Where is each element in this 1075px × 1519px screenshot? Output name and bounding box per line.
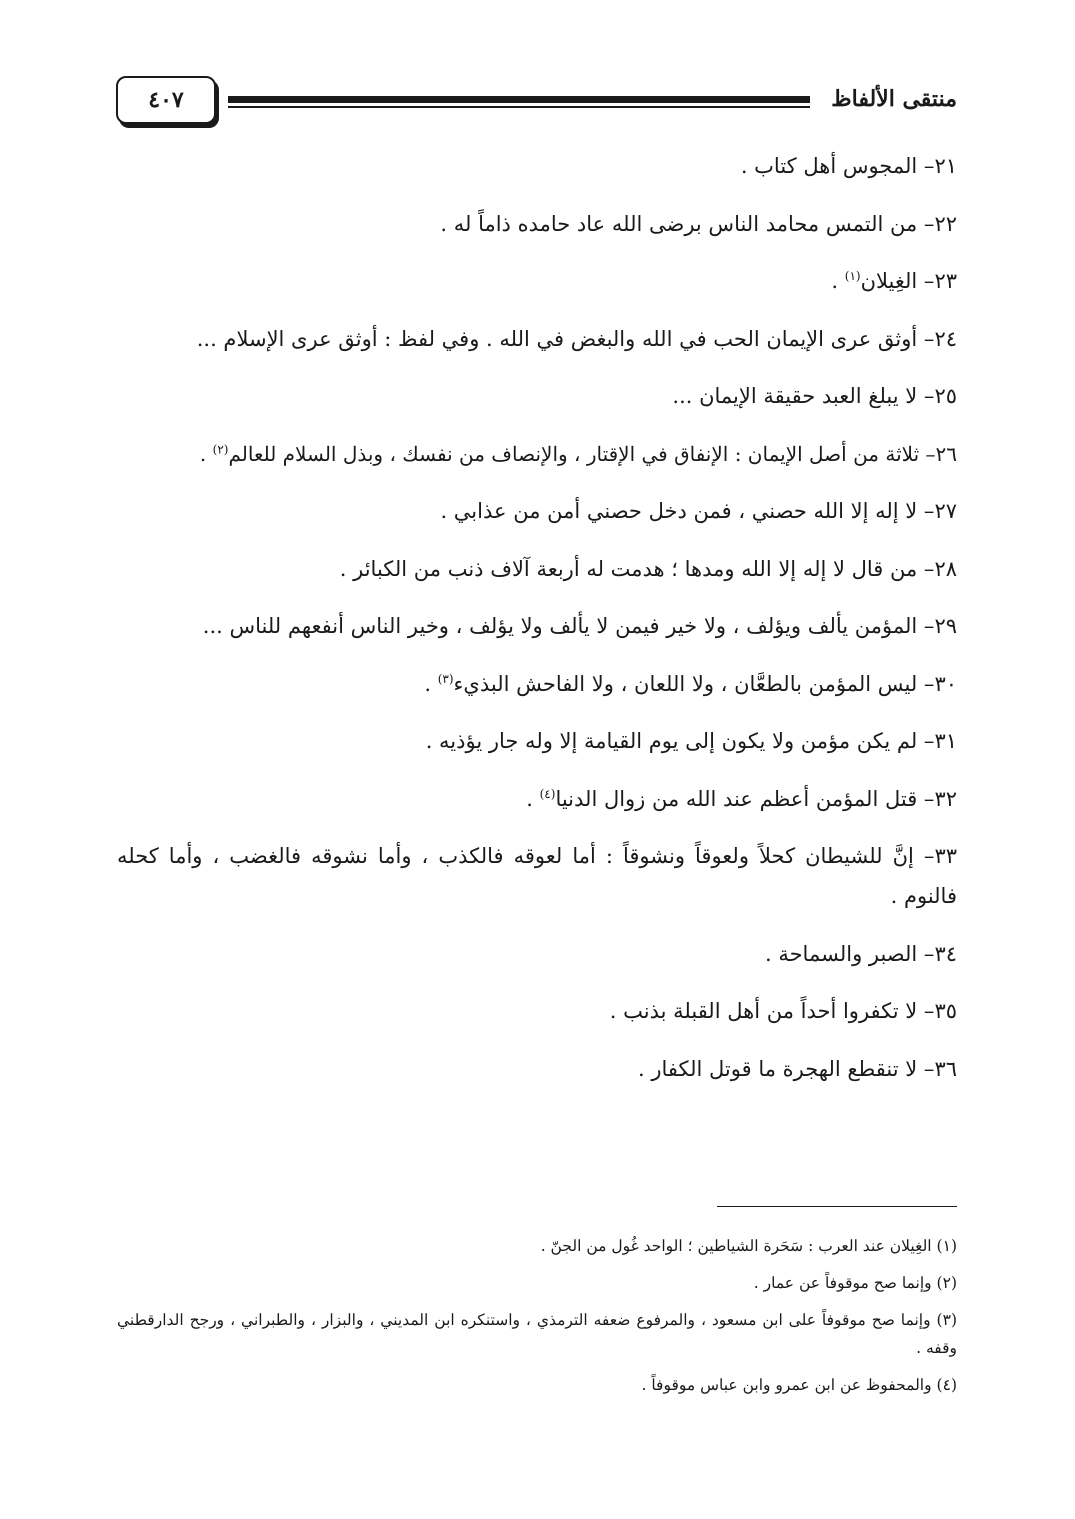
item-number: ٣٦ bbox=[934, 1056, 957, 1081]
list-item: ٢٧– لا إله إلا الله حصني ، فمن دخل حصني أمن من عذابي . bbox=[440, 499, 957, 523]
item-text: من التمس محامد الناس برضى الله عاد حامده ذاماً له . bbox=[440, 211, 918, 236]
sayings-list bbox=[117, 146, 957, 1106]
book-title: منتقى الألفاظ bbox=[831, 86, 957, 112]
item-number: ٣٤ bbox=[934, 941, 957, 966]
item-number: ٣٠ bbox=[934, 671, 957, 696]
header-rule-thick bbox=[228, 96, 810, 103]
item-number: ٢٤ bbox=[934, 326, 957, 351]
item-text: أوثق عرى الإيمان الحب في الله والبغض في الله . وفي لفظ : أوثق عرى الإسلام ... bbox=[196, 326, 918, 351]
footnote-ref: (٣) bbox=[437, 671, 454, 686]
list-item: ٣٢– قتل المؤمن أعظم عند الله من زوال الدنيا$^{(٤)}$ . bbox=[526, 786, 957, 811]
footnotes bbox=[117, 1232, 957, 1408]
item-text: لا تكفروا أحداً من أهل القبلة بذنب . bbox=[609, 999, 918, 1023]
list-item: ٢٩– المؤمن يألف ويؤلف ، ولا خير فيمن لا يألف ولا يؤلف ، وخير الناس أنفعهم للناس ... bbox=[202, 614, 957, 638]
item-number: ٣٢ bbox=[934, 786, 957, 811]
list-item: ٢٢– من التمس محامد الناس برضى الله عاد حامده ذاماً له . bbox=[440, 211, 957, 236]
item-punct: . bbox=[526, 786, 540, 811]
list-item: ٢١– المجوس أهل كتاب . bbox=[740, 154, 957, 178]
item-text: المجوس أهل كتاب . bbox=[740, 154, 918, 178]
footnote-text: والمحفوظ عن ابن عمرو وابن عباس موقوفاً . bbox=[641, 1376, 932, 1394]
list-item: ٢٨– من قال لا إله إلا الله ومدها ؛ هدمت له أربعة آلاف ذنب من الكبائر . bbox=[339, 556, 957, 581]
item-text: إنَّ للشيطان كحلاً ولعوقاً ونشوقاً : أما لعوقه فالكذب ، وأما نشوقه فالغضب ، وأما كحله فالنوم . bbox=[117, 844, 957, 908]
item-punct: . bbox=[831, 269, 845, 293]
item-text: لا إله إلا الله حصني ، فمن دخل حصني أمن من عذابي . bbox=[440, 499, 918, 523]
header-rule-thin bbox=[228, 106, 810, 108]
item-number: ٢٩ bbox=[934, 614, 957, 638]
item-text: لم يكن مؤمن ولا يكون إلى يوم القيامة إلا وله جار يؤذيه . bbox=[425, 729, 918, 753]
footnote-ref: (٢) bbox=[212, 441, 229, 456]
list-item: ٢٤– أوثق عرى الإيمان الحب في الله والبغض في الله . وفي لفظ : أوثق عرى الإسلام ... bbox=[196, 326, 957, 351]
item-number: ٢٧ bbox=[934, 499, 957, 523]
footnote-item bbox=[117, 1306, 957, 1362]
item-text: قتل المؤمن أعظم عند الله من زوال الدنيا bbox=[555, 786, 918, 811]
item-text: الصبر والسماحة . bbox=[764, 941, 918, 966]
item-punct: . bbox=[424, 671, 438, 696]
item-text: لا تنقطع الهجرة ما قوتل الكفار . bbox=[638, 1056, 918, 1081]
footnote-ref: (١) bbox=[844, 269, 861, 283]
footnote-number: (٢) bbox=[936, 1274, 957, 1292]
footnote-separator bbox=[717, 1206, 957, 1207]
item-number: ٢٦ bbox=[935, 441, 957, 466]
item-text: المؤمن يألف ويؤلف ، ولا خير فيمن لا يألف ولا يؤلف ، وخير الناس أنفعهم للناس ... bbox=[202, 614, 918, 638]
item-text: الغِيلان bbox=[860, 269, 918, 293]
item-number: ٢٨ bbox=[934, 556, 957, 581]
item-number: ٢٣ bbox=[934, 269, 957, 293]
list-item: ٣٥– لا تكفروا أحداً من أهل القبلة بذنب . bbox=[609, 999, 957, 1023]
list-item: ٢٥– لا يبلغ العبد حقيقة الإيمان ... bbox=[672, 384, 957, 408]
item-text: من قال لا إله إلا الله ومدها ؛ هدمت له أربعة آلاف ذنب من الكبائر . bbox=[339, 556, 918, 581]
item-text: لا يبلغ العبد حقيقة الإيمان ... bbox=[672, 384, 918, 408]
item-text: ثلاثة من أصل الإيمان : الإنفاق في الإقتار ، والإنصاف من نفسك ، وبذل السلام للعالم bbox=[228, 441, 920, 466]
list-item: ٢٦– ثلاثة من أصل الإيمان : الإنفاق في الإقتار ، والإنصاف من نفسك ، وبذل السلام للعالم$^{(٢)}$ . bbox=[199, 441, 957, 466]
footnote-text: وإنما صح موقوفاً على ابن مسعود ، والمرفوع ضعفه الترمذي ، واستنكره ابن المديني ، والبزار ، والطبراني ، ورجح الدارقطني وقفه . bbox=[117, 1311, 957, 1357]
footnote-item bbox=[117, 1232, 957, 1260]
footnote-ref: (٤) bbox=[539, 786, 556, 801]
list-item: ٣٦– لا تنقطع الهجرة ما قوتل الكفار . bbox=[638, 1056, 957, 1081]
footnote-text: الغِيلان عند العرب : سَحَرة الشياطين ؛ الواحد غُول من الجنّ . bbox=[540, 1237, 932, 1255]
list-item: ٣٠– ليس المؤمن بالطعَّان ، ولا اللعان ، ولا الفاحش البذيء$^{(٣)}$ . bbox=[424, 671, 957, 696]
list-item: ٣٤– الصبر والسماحة . bbox=[764, 941, 957, 966]
item-number: ٢٢ bbox=[934, 211, 957, 236]
list-item: ٣١– لم يكن مؤمن ولا يكون إلى يوم القيامة إلا وله جار يؤذيه . bbox=[425, 729, 957, 753]
header-rule bbox=[228, 96, 810, 110]
item-text: ليس المؤمن بالطعَّان ، ولا اللعان ، ولا الفاحش البذيء bbox=[453, 671, 918, 696]
footnote-item bbox=[117, 1269, 957, 1297]
item-number: ٢٥ bbox=[934, 384, 957, 408]
item-number: ٢١ bbox=[934, 154, 957, 178]
footnote-text: وإنما صح موقوفاً عن عمار . bbox=[753, 1274, 932, 1292]
list-item: ٣٣– إنَّ للشيطان كحلاً ولعوقاً ونشوقاً : أما لعوقه فالكذب ، وأما نشوقه فالغضب ، وأما كحله فالنوم . bbox=[117, 844, 957, 908]
page-number-box bbox=[116, 76, 216, 124]
footnote-number: (٤) bbox=[936, 1376, 957, 1394]
list-item: ٢٣– الغِيلان$^{(١)}$ . bbox=[831, 269, 957, 293]
item-number: ٣٣ bbox=[934, 844, 957, 868]
footnote-item bbox=[117, 1371, 957, 1399]
item-number: ٣٥ bbox=[934, 999, 957, 1023]
page-number: ٤٠٧ bbox=[148, 87, 184, 113]
footnote-number: (٣) bbox=[936, 1311, 957, 1329]
footnote-number: (١) bbox=[936, 1237, 957, 1255]
item-punct: . bbox=[199, 441, 213, 466]
item-number: ٣١ bbox=[934, 729, 957, 753]
